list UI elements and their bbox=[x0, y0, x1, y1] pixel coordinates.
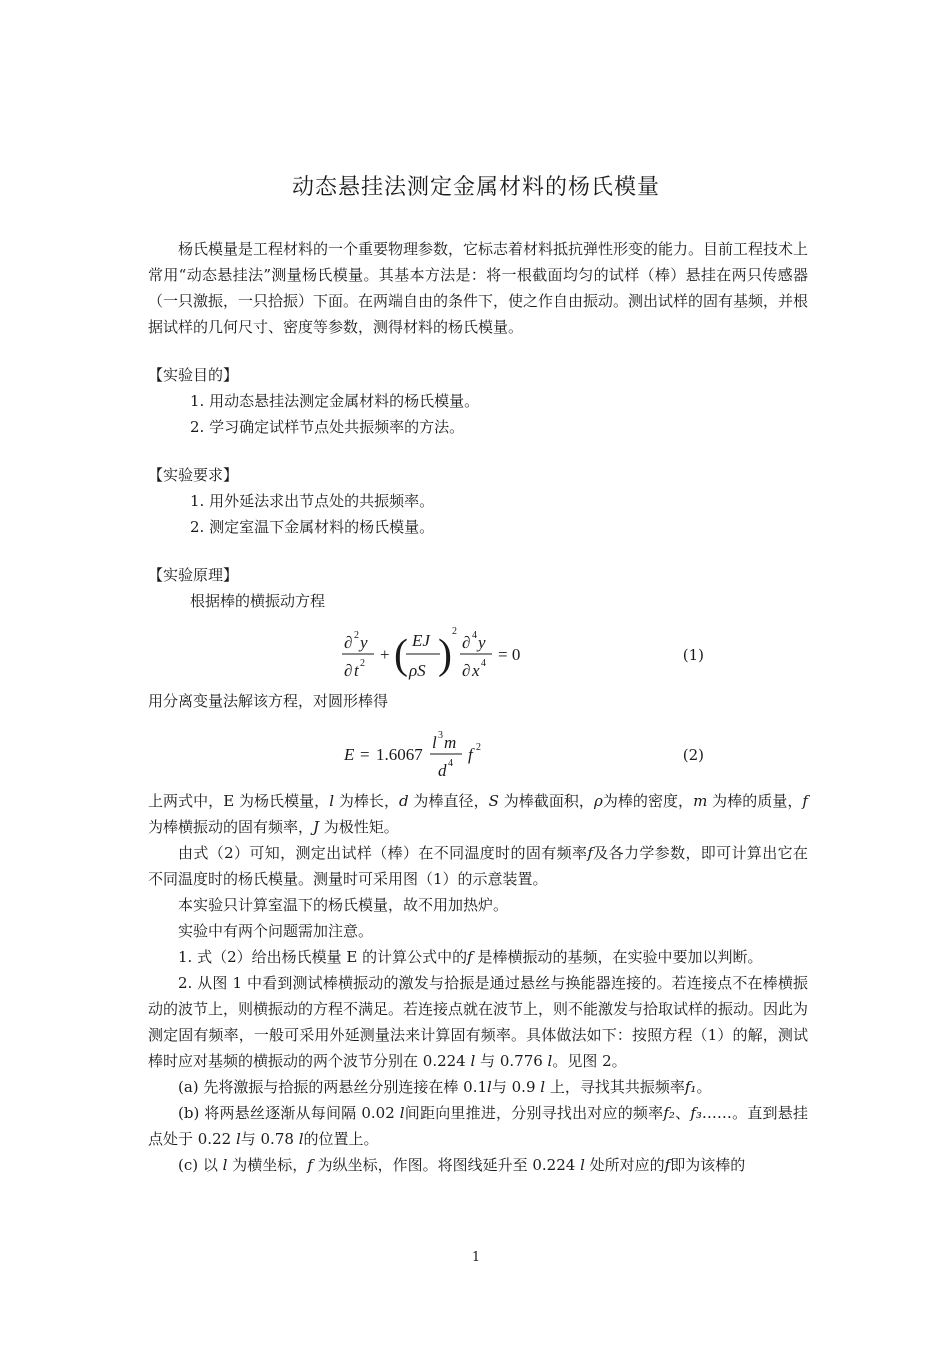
equation-1-number: (1) bbox=[682, 646, 704, 664]
svg-text:E: E bbox=[344, 745, 355, 764]
svg-text:∂: ∂ bbox=[462, 661, 471, 680]
svg-text:∂: ∂ bbox=[462, 633, 471, 652]
page-number: 1 bbox=[471, 1250, 481, 1265]
svg-text:+: + bbox=[380, 645, 390, 664]
svg-text:4: 4 bbox=[472, 630, 477, 641]
formula-usage-paragraph: 由式（2）可知，测定出试样（棒）在不同温度时的固有频率f及各力学参数，即可计算出它在不同温度时的杨氏模量。测量时可采用图（1）的示意装置。 bbox=[148, 844, 808, 888]
svg-text:t: t bbox=[354, 661, 359, 680]
principle-after-eq1: 用分离变量法解该方程，对圆形棒得 bbox=[148, 692, 389, 710]
equation-1 bbox=[148, 620, 808, 688]
note-1-paragraph: 1. 式（2）给出杨氏模量 E 的计算公式中的f 是棒横振动的基频，在实验中要加以判断。 bbox=[178, 948, 763, 966]
intro-paragraph: 杨氏模量是工程材料的一个重要物理参数，它标志着材料抵抗弹性形变的能力。目前工程技术上常用“动态悬挂法”测量杨氏模量。其基本方法是：将一根截面均匀的试样（棒）悬挂在两只传感器（一只激振，一只拾振）下面。在两端自由的条件下，使之作自由振动。测出试样的固有基频，并根据试样的几何尺寸、密度等参数，测得材料的杨氏模量。 bbox=[148, 240, 809, 336]
document-body bbox=[148, 236, 808, 1178]
svg-text:4: 4 bbox=[448, 758, 453, 769]
page-title: 动态悬挂法测定金属材料的杨氏模量 bbox=[291, 175, 660, 200]
equation-2 bbox=[148, 720, 808, 788]
variable-definitions: 上两式中，E 为杨氏模量，l 为棒长，d 为棒直径，S 为棒截面积，ρ为棒的密度，m 为棒的质量，f 为棒横振动的固有频率，J 为极性矩。 bbox=[148, 792, 808, 836]
equation-2-formula bbox=[148, 720, 708, 788]
svg-text:= 0: = 0 bbox=[498, 645, 521, 664]
svg-text:2: 2 bbox=[476, 742, 481, 753]
equation-2-coefficient: 1.6067 bbox=[376, 745, 423, 764]
notes-intro-paragraph: 实验中有两个问题需加注意。 bbox=[178, 922, 374, 940]
svg-text:∂: ∂ bbox=[344, 633, 353, 652]
step-b-paragraph: (b) 将两悬丝逐渐从每间隔 0.02 l间距向里推进，分别寻找出对应的频率f₂、f₃……。直到悬挂点处于 0.22 l与 0.78 l的位置上。 bbox=[148, 1104, 808, 1148]
svg-text:3: 3 bbox=[438, 730, 443, 741]
svg-text:4: 4 bbox=[481, 658, 486, 669]
svg-text:=: = bbox=[360, 745, 370, 764]
svg-text:2: 2 bbox=[354, 630, 359, 641]
requirements-item-1: 1. 用外延法求出节点处的共振频率。 bbox=[190, 492, 435, 510]
room-temp-paragraph: 本实验只计算室温下的杨氏模量，故不用加热炉。 bbox=[178, 896, 509, 914]
principle-heading: 【实验原理】 bbox=[148, 566, 239, 584]
svg-text:x: x bbox=[472, 661, 480, 680]
equation-1-formula bbox=[148, 620, 708, 688]
step-c-paragraph: (c) 以 l 为横坐标，f 为纵坐标，作图。将图线延升至 0.224 l 处所对应的f即为该棒的 bbox=[178, 1156, 746, 1174]
svg-text:l: l bbox=[432, 733, 437, 752]
svg-text:f: f bbox=[468, 745, 473, 764]
svg-text:EJ: EJ bbox=[412, 631, 430, 650]
svg-text:ρS: ρS bbox=[409, 661, 426, 680]
purpose-item-2: 2. 学习确定试样节点处共振频率的方法。 bbox=[190, 418, 465, 436]
svg-text:m: m bbox=[444, 733, 457, 752]
svg-text:2: 2 bbox=[452, 626, 457, 637]
requirements-item-2: 2. 测定室温下金属材料的杨氏模量。 bbox=[190, 518, 435, 536]
svg-text:y: y bbox=[478, 633, 486, 652]
svg-text:y: y bbox=[360, 633, 368, 652]
step-a-paragraph: (a) 先将激振与拾振的两悬丝分别连接在棒 0.1l与 0.9 l 上，寻找其共振频率f₁。 bbox=[178, 1078, 712, 1096]
purpose-heading: 【实验目的】 bbox=[148, 366, 239, 384]
requirements-heading: 【实验要求】 bbox=[148, 466, 239, 484]
principle-lead: 根据棒的横振动方程 bbox=[190, 592, 326, 610]
svg-text:(: ( bbox=[394, 632, 408, 678]
purpose-item-1: 1. 用动态悬挂法测定金属材料的杨氏模量。 bbox=[190, 392, 480, 410]
svg-text:d: d bbox=[438, 761, 447, 780]
svg-text:2: 2 bbox=[360, 658, 365, 669]
equation-2-number: (2) bbox=[682, 746, 704, 764]
svg-text:): ) bbox=[438, 632, 452, 678]
note-2-paragraph: 2. 从图 1 中看到测试棒横振动的激发与拾振是通过悬丝与换能器连接的。若连接点不在棒横振动的波节上，则横振动的方程不满足。若连接点就在波节上，则不能激发与拾取试样的振动。因此为测定固有频率，一般可采用外延测量法来计算固有频率。具体做法如下：按照方程（1）的解，测试棒时应对基频的横振动的两个波节分别在 0.224 l 与 0.776 l。见图 2。 bbox=[148, 974, 809, 1070]
svg-text:∂: ∂ bbox=[344, 661, 353, 680]
